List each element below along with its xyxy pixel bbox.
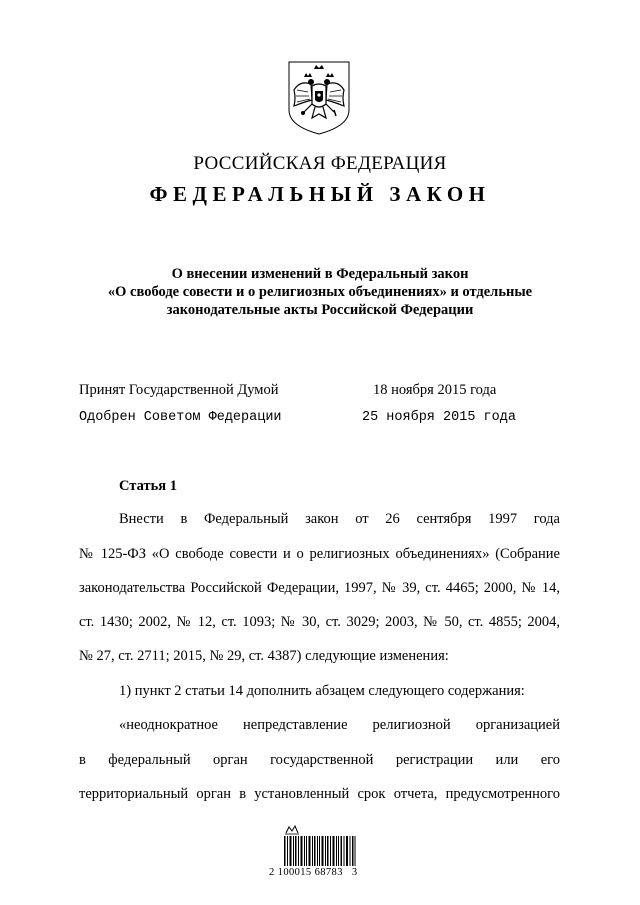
body-line: Внести в Федеральный закон от 26 сентября 1997 года (119, 511, 560, 527)
coat-of-arms-emblem (286, 60, 352, 136)
article-heading: Статья 1 (119, 478, 177, 494)
law-type-heading: ФЕДЕРАЛЬНЫЙ ЗАКОН (149, 182, 491, 206)
law-title-line: «О свободе совести и о религиозных объединениях» и отдельные (107, 284, 533, 300)
body-line: ст. 1430; 2002, № 12, ст. 1093; № 30, ст. 3029; 2003, № 50, ст. 4855; 2004, (79, 614, 560, 630)
body-line: территориальный орган в установленный срок отчета, предусмотренного (79, 786, 560, 802)
body-line: № 125-ФЗ «О свободе совести и о религиозных объединениях» (Собрание (79, 546, 560, 562)
body-line: законодательства Российской Федерации, 1997, № 39, ст. 4465; 2000, № 14, (79, 580, 560, 596)
body-line: в федеральный орган государственной регистрации или его (79, 752, 560, 768)
body-line: «неоднократное непредставление религиозной организацией (119, 717, 560, 733)
body-line: № 27, ст. 2711; 2015, № 29, ст. 4387) следующие изменения: (79, 648, 449, 664)
adoption-label: Принят Государственной Думой (79, 382, 279, 398)
barcode-icon (284, 836, 356, 866)
country-heading: РОССИЙСКАЯ ФЕДЕРАЦИЯ (193, 153, 447, 174)
law-title (60, 265, 580, 319)
law-title-line: законодательные акты Российской Федерации (166, 302, 474, 318)
adoption-date: 18 ноября 2015 года (373, 382, 497, 398)
body-line: 1) пункт 2 статьи 14 дополнить абзацем следующего содержания: (119, 683, 525, 699)
barcode-number: 2 100015 68783 3 (269, 867, 358, 878)
law-title-line: О внесении изменений в Федеральный закон (171, 266, 469, 282)
adoption-date: 25 ноября 2015 года (362, 410, 516, 425)
adoption-label: Одобрен Советом Федерации (79, 410, 282, 425)
registration-mark-icon (284, 825, 300, 835)
